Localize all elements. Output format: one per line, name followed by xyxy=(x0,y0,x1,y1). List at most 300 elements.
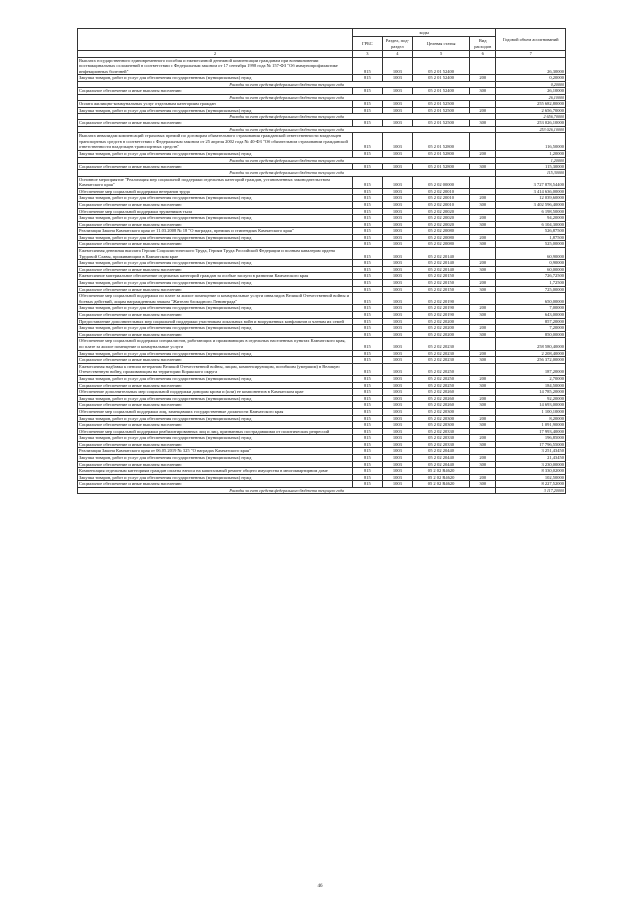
expense-type-code: 300 xyxy=(470,441,496,448)
target-article-code: 05 2 02 20250 xyxy=(413,363,470,375)
table-row xyxy=(78,312,566,319)
annual-amount: 3 251,43450 xyxy=(496,448,566,455)
header-cs: Целевая статья xyxy=(413,37,470,51)
expense-name: Закупка товаров, работ и услуг для обеспечения государственных (муниципальных) нужд xyxy=(78,75,353,82)
annual-amount: 850,00000 xyxy=(496,331,566,338)
grbs-code: 815 xyxy=(353,382,383,389)
expense-name: Обеспечение мер социальной поддержки специалистов, работающих и проживающих в отдельных населенных пунктах Камчатского края, по плате за жилое помещение и коммунальные услуги xyxy=(78,338,353,350)
grbs-code: 815 xyxy=(353,88,383,95)
table-row xyxy=(78,195,566,202)
table-row xyxy=(78,221,566,228)
expense-type-code: 300 xyxy=(470,481,496,488)
section-code: 1003 xyxy=(382,318,413,325)
target-article-code: 05 2 02 20230 xyxy=(413,350,470,357)
section-code: 1003 xyxy=(382,441,413,448)
section-code: 1003 xyxy=(382,273,413,280)
expense-name: Обеспечение мер социальной поддержки тружеников тыла xyxy=(78,208,353,215)
table-row xyxy=(78,75,566,82)
expense-name: Социальное обеспечение и иные выплаты населению xyxy=(78,461,353,468)
section-code: 1003 xyxy=(382,389,413,396)
target-article-code: 05 2 02 20190 xyxy=(413,293,470,305)
table-row xyxy=(78,382,566,389)
grbs-code: 815 xyxy=(353,57,383,75)
expense-name: Закупка товаров, работ и услуг для обеспечения государственных (муниципальных) нужд xyxy=(78,375,353,382)
expense-type-code xyxy=(470,273,496,280)
table-row xyxy=(78,408,566,415)
expense-name: Социальное обеспечение и иные выплаты населению xyxy=(78,441,353,448)
target-article-code: 05 2 01 52400 xyxy=(413,57,470,75)
table-row xyxy=(78,260,566,267)
funding-note-amount: 115,30000 xyxy=(496,170,566,176)
table-row xyxy=(78,455,566,462)
grbs-code: 815 xyxy=(353,248,383,260)
expense-name: Ежемесячное материальное обеспечение отдельных категорий граждан за особые заслуги в развитии Камчатского края xyxy=(78,273,353,280)
expense-type-code: 200 xyxy=(470,375,496,382)
expense-type-code xyxy=(470,318,496,325)
expense-type-code xyxy=(470,188,496,195)
section-code: 1003 xyxy=(382,75,413,82)
target-article-code: 05 2 02 20020 xyxy=(413,215,470,222)
expense-type-code xyxy=(470,248,496,260)
section-code: 1003 xyxy=(382,188,413,195)
section-code: 1003 xyxy=(382,428,413,435)
target-article-code: 05 2 02 20200 xyxy=(413,318,470,325)
expense-name: Обеспечение мер социальной поддержки лиц, замещавших государственные должности Камчатского края xyxy=(78,408,353,415)
target-article-code: 05 2 02 R4620 xyxy=(413,481,470,488)
grbs-code: 815 xyxy=(353,455,383,462)
target-article-code: 05 2 02 20190 xyxy=(413,312,470,319)
expense-type-code: 300 xyxy=(470,286,496,293)
expense-name: Основное мероприятие "Реализация мер социальной поддержки отдельных категорий граждан, установленных законодательством Камчатского края" xyxy=(78,176,353,188)
expense-type-code: 300 xyxy=(470,163,496,170)
table-row xyxy=(78,188,566,195)
target-article-code: 05 2 01 52500 xyxy=(413,120,470,127)
grbs-code: 815 xyxy=(353,293,383,305)
annual-amount: 2 208,40000 xyxy=(496,350,566,357)
table-row xyxy=(78,357,566,364)
annual-amount: 14 785,20000 xyxy=(496,389,566,396)
expense-type-code: 200 xyxy=(470,150,496,157)
expense-name: Обеспечение дополнительных мер социальной поддержки донорам крови и (или) ее компонентов в Камчатском крае xyxy=(78,389,353,396)
target-article-code: 05 2 02 20190 xyxy=(413,305,470,312)
expense-name: Социальное обеспечение и иные выплаты населению xyxy=(78,422,353,429)
target-article-code: 05 2 02 20330 xyxy=(413,435,470,442)
annual-amount: 526,87500 xyxy=(496,228,566,235)
grbs-code: 815 xyxy=(353,435,383,442)
annual-amount: 102,50000 xyxy=(496,474,566,481)
target-article-code: 05 2 02 20230 xyxy=(413,357,470,364)
expense-type-code: 200 xyxy=(470,350,496,357)
funding-note-row xyxy=(78,488,566,494)
expense-name: Социальное обеспечение и иные выплаты населению xyxy=(78,201,353,208)
expense-type-code: 300 xyxy=(470,120,496,127)
table-row xyxy=(78,305,566,312)
grbs-code: 815 xyxy=(353,120,383,127)
section-code: 1003 xyxy=(382,260,413,267)
expense-type-code xyxy=(470,57,496,75)
funding-note-text: Расходы за счет средств федерального бюджета текущего года xyxy=(78,114,496,120)
section-code: 1003 xyxy=(382,57,413,75)
header-index: 7 xyxy=(496,51,566,58)
target-article-code: 05 2 02 20080 xyxy=(413,234,470,241)
funding-note-amount: 0,20000 xyxy=(496,81,566,87)
table-row xyxy=(78,293,566,305)
expense-type-code: 300 xyxy=(470,201,496,208)
target-article-code: 05 2 02 20080 xyxy=(413,228,470,235)
target-article-code: 05 2 01 52400 xyxy=(413,75,470,82)
expense-name: Закупка товаров, работ и услуг для обеспечения государственных (муниципальных) нужд xyxy=(78,474,353,481)
grbs-code: 815 xyxy=(353,241,383,248)
expense-type-code: 300 xyxy=(470,422,496,429)
expense-name: Закупка товаров, работ и услуг для обеспечения государственных (муниципальных) нужд xyxy=(78,107,353,114)
annual-amount: 3 402 596,40000 xyxy=(496,201,566,208)
table-row xyxy=(78,402,566,409)
grbs-code: 815 xyxy=(353,331,383,338)
header-codes: коды xyxy=(353,29,496,37)
expense-name: Социальное обеспечение и иные выплаты населению xyxy=(78,312,353,319)
funding-note-amount: 26,10000 xyxy=(496,94,566,100)
target-article-code: 05 2 02 20150 xyxy=(413,273,470,280)
annual-amount: 857,20000 xyxy=(496,318,566,325)
table-row xyxy=(78,234,566,241)
section-code: 1003 xyxy=(382,382,413,389)
expense-type-code: 200 xyxy=(470,234,496,241)
target-article-code: 05 2 02 20440 xyxy=(413,461,470,468)
target-article-code: 05 2 02 20150 xyxy=(413,280,470,287)
funding-note-text: Расходы за счет средств федерального бюджета текущего года xyxy=(78,488,496,494)
expense-type-code: 200 xyxy=(470,455,496,462)
target-article-code: 05 2 02 20200 xyxy=(413,331,470,338)
header-vr: Вид расходов xyxy=(470,37,496,51)
expense-name: Выплата государственного единовременного пособия и ежемесячной денежной компенсации гражданам при возникновении поствакцинальных осложнений в соответствии с Федеральным законом от 17 сентября 1998 года № 157-ФЗ "Об иммунопрофилактике инфекционных болезней" xyxy=(78,57,353,75)
table-row xyxy=(78,248,566,260)
grbs-code: 815 xyxy=(353,305,383,312)
section-code: 1003 xyxy=(382,455,413,462)
expense-name: Социальное обеспечение и иные выплаты населению xyxy=(78,481,353,488)
target-article-code: 05 2 02 20330 xyxy=(413,441,470,448)
grbs-code: 815 xyxy=(353,208,383,215)
grbs-code: 815 xyxy=(353,133,383,151)
funding-note-text: Расходы за счет средств федерального бюджета текущего года xyxy=(78,170,496,176)
expense-name: Закупка товаров, работ и услуг для обеспечения государственных (муниципальных) нужд xyxy=(78,195,353,202)
target-article-code: 05 2 02 20230 xyxy=(413,338,470,350)
expense-name: Закупка товаров, работ и услуг для обеспечения государственных (муниципальных) нужд xyxy=(78,435,353,442)
grbs-code: 815 xyxy=(353,280,383,287)
annual-amount: 17 993,40000 xyxy=(496,428,566,435)
expense-type-code: 300 xyxy=(470,357,496,364)
annual-amount: 60,00000 xyxy=(496,266,566,273)
annual-amount: 115,30000 xyxy=(496,163,566,170)
table-row xyxy=(78,273,566,280)
target-article-code: 05 2 02 20200 xyxy=(413,325,470,332)
annual-amount: 525,00000 xyxy=(496,241,566,248)
expense-name: Социальное обеспечение и иные выплаты населению xyxy=(78,286,353,293)
section-code: 1003 xyxy=(382,88,413,95)
grbs-code: 815 xyxy=(353,408,383,415)
expense-type-code xyxy=(470,176,496,188)
target-article-code: 05 2 02 20140 xyxy=(413,266,470,273)
grbs-code: 815 xyxy=(353,312,383,319)
expense-name: Компенсация отдельным категориям граждан оплаты взноса на капитальный ремонт общего имущества в многоквартирном доме xyxy=(78,468,353,475)
annual-amount: 7,20000 xyxy=(496,325,566,332)
annual-amount: 1 100,10000 xyxy=(496,408,566,415)
grbs-code: 815 xyxy=(353,395,383,402)
expense-name: Социальное обеспечение и иные выплаты населению xyxy=(78,221,353,228)
grbs-code: 815 xyxy=(353,201,383,208)
target-article-code: 05 2 02 20010 xyxy=(413,188,470,195)
table-row xyxy=(78,280,566,287)
grbs-code: 815 xyxy=(353,448,383,455)
section-code: 1003 xyxy=(382,133,413,151)
annual-amount: 26,10000 xyxy=(496,88,566,95)
expense-name: Социальное обеспечение и иные выплаты населению xyxy=(78,402,353,409)
expense-type-code xyxy=(470,293,496,305)
table-row xyxy=(78,241,566,248)
section-code: 1003 xyxy=(382,408,413,415)
section-code: 1003 xyxy=(382,215,413,222)
expense-type-code xyxy=(470,100,496,107)
grbs-code: 815 xyxy=(353,215,383,222)
expense-name: Закупка товаров, работ и услуг для обеспечения государственных (муниципальных) нужд xyxy=(78,350,353,357)
expense-type-code: 300 xyxy=(470,88,496,95)
grbs-code: 815 xyxy=(353,107,383,114)
table-row xyxy=(78,415,566,422)
expense-name: Закупка товаров, работ и услуг для обеспечения государственных (муниципальных) нужд xyxy=(78,234,353,241)
table-row xyxy=(78,208,566,215)
annual-amount: 0,90000 xyxy=(496,260,566,267)
annual-amount: 643,00000 xyxy=(496,312,566,319)
target-article-code: 05 2 02 20010 xyxy=(413,195,470,202)
annual-amount: 8 227,52000 xyxy=(496,481,566,488)
expense-type-code xyxy=(470,468,496,475)
expense-name: Обеспечение мер социальной поддержки ветеранов труда xyxy=(78,188,353,195)
funding-note-text: Расходы за счет средств федерального бюджета текущего года xyxy=(78,157,496,163)
grbs-code: 815 xyxy=(353,422,383,429)
grbs-code: 815 xyxy=(353,195,383,202)
section-code: 1003 xyxy=(382,280,413,287)
grbs-code: 815 xyxy=(353,150,383,157)
header-rz: Раздел, под-раздел xyxy=(382,37,413,51)
section-code: 1003 xyxy=(382,357,413,364)
section-code: 1003 xyxy=(382,435,413,442)
annual-amount: 256 372,00000 xyxy=(496,357,566,364)
section-code: 1003 xyxy=(382,266,413,273)
table-row xyxy=(78,468,566,475)
section-code: 1003 xyxy=(382,150,413,157)
expense-type-code: 200 xyxy=(470,195,496,202)
expense-type-code xyxy=(470,133,496,151)
annual-amount: 3 727 878,54400 xyxy=(496,176,566,188)
target-article-code: 05 2 02 20250 xyxy=(413,382,470,389)
annual-amount: 94,20000 xyxy=(496,215,566,222)
expense-name: Оплата жилищно-коммунальных услуг отдельным категориям граждан xyxy=(78,100,353,107)
annual-amount: 196,85000 xyxy=(496,435,566,442)
expense-type-code: 200 xyxy=(470,107,496,114)
grbs-code: 815 xyxy=(353,415,383,422)
grbs-code: 815 xyxy=(353,100,383,107)
grbs-code: 815 xyxy=(353,428,383,435)
grbs-code: 815 xyxy=(353,338,383,350)
grbs-code: 815 xyxy=(353,176,383,188)
table-row xyxy=(78,228,566,235)
expense-type-code: 200 xyxy=(470,305,496,312)
expense-type-code xyxy=(470,448,496,455)
table-row xyxy=(78,150,566,157)
table-row xyxy=(78,375,566,382)
header-sum: Годовой объем ассигнований xyxy=(496,29,566,51)
annual-amount: 60,90000 xyxy=(496,248,566,260)
section-code: 1003 xyxy=(382,312,413,319)
header-grbs: ГРБС xyxy=(353,37,383,51)
expense-type-code: 200 xyxy=(470,280,496,287)
target-article-code: 05 2 02 20330 xyxy=(413,428,470,435)
grbs-code: 815 xyxy=(353,357,383,364)
expense-type-code: 300 xyxy=(470,402,496,409)
section-code: 1003 xyxy=(382,163,413,170)
section-code: 1003 xyxy=(382,234,413,241)
table-row xyxy=(78,331,566,338)
expense-name: Социальное обеспечение и иные выплаты населению xyxy=(78,120,353,127)
expense-name: Закупка товаров, работ и услуг для обеспечения государственных (муниципальных) нужд xyxy=(78,305,353,312)
expense-name: Выплата инвалидам компенсаций страховых премий по договорам обязательного страхования гражданской ответственности владельцев транспортных средств в соответствии с Федеральным законом от 25 апреля 2002 года № 40-ФЗ "Об обязательном страховании гражданской ответственности владельцев транспортных средств" xyxy=(78,133,353,151)
funding-note-text: Расходы за счет средств федерального бюджета текущего года xyxy=(78,126,496,132)
annual-amount: 258 580,40000 xyxy=(496,338,566,350)
target-article-code: 05 2 02 20140 xyxy=(413,260,470,267)
expense-type-code: 300 xyxy=(470,331,496,338)
grbs-code: 815 xyxy=(353,461,383,468)
annual-amount: 1 091,90000 xyxy=(496,422,566,429)
section-code: 1003 xyxy=(382,331,413,338)
target-article-code: 05 2 02 20140 xyxy=(413,248,470,260)
table-body xyxy=(78,57,566,494)
annual-amount: 650,00000 xyxy=(496,293,566,305)
annual-amount: 187,20000 xyxy=(496,363,566,375)
expense-name: Социальное обеспечение и иные выплаты населению xyxy=(78,382,353,389)
expense-name: Ежемесячная денежная выплата Героям Социалистического Труда, Героям Труда Российской Федерации и полным кавалерам ордена Трудовой Славы, проживающим в Камчатском крае xyxy=(78,248,353,260)
grbs-code: 815 xyxy=(353,163,383,170)
expense-name: Закупка товаров, работ и услуг для обеспечения государственных (муниципальных) нужд xyxy=(78,215,353,222)
expense-name: Социальное обеспечение и иные выплаты населению xyxy=(78,88,353,95)
section-code: 1003 xyxy=(382,481,413,488)
section-code: 1003 xyxy=(382,293,413,305)
target-article-code: 05 2 02 20300 xyxy=(413,415,470,422)
header-index: 4 xyxy=(382,51,413,58)
expense-type-code: 300 xyxy=(470,221,496,228)
table-row xyxy=(78,286,566,293)
expense-name: Закупка товаров, работ и услуг для обеспечения государственных (муниципальных) нужд xyxy=(78,415,353,422)
target-article-code: 05 2 02 20080 xyxy=(413,241,470,248)
section-code: 1003 xyxy=(382,286,413,293)
target-article-code: 05 2 02 20300 xyxy=(413,422,470,429)
target-article-code: 05 2 02 20010 xyxy=(413,201,470,208)
budget-table xyxy=(77,28,566,494)
table-row xyxy=(78,107,566,114)
target-article-code: 05 2 01 52400 xyxy=(413,88,470,95)
target-article-code: 05 2 02 R4620 xyxy=(413,474,470,481)
annual-amount: 1,87500 xyxy=(496,234,566,241)
target-article-code: 05 2 01 52800 xyxy=(413,163,470,170)
target-article-code: 05 2 02 R4620 xyxy=(413,468,470,475)
table-row xyxy=(78,266,566,273)
header-index: 5 xyxy=(413,51,470,58)
grbs-code: 815 xyxy=(353,228,383,235)
annual-amount: 2 656,70000 xyxy=(496,107,566,114)
target-article-code: 05 2 02 20250 xyxy=(413,375,470,382)
expense-type-code xyxy=(470,338,496,350)
annual-amount: 7,00000 xyxy=(496,305,566,312)
grbs-code: 815 xyxy=(353,481,383,488)
section-code: 1003 xyxy=(382,461,413,468)
grbs-code: 815 xyxy=(353,221,383,228)
grbs-code: 815 xyxy=(353,350,383,357)
table-row xyxy=(78,163,566,170)
annual-amount: 725,00000 xyxy=(496,286,566,293)
annual-amount: 12 039,60000 xyxy=(496,195,566,202)
section-code: 1003 xyxy=(382,176,413,188)
header-index: 6 xyxy=(470,51,496,58)
grbs-code: 815 xyxy=(353,325,383,332)
table-row xyxy=(78,215,566,222)
funding-note-amount: 253 026,10000 xyxy=(496,126,566,132)
expense-type-code xyxy=(470,408,496,415)
expense-type-code: 300 xyxy=(470,266,496,273)
grbs-code: 815 xyxy=(353,188,383,195)
expense-name: Реализация Закона Камчатского края от 11.03.2008 № 18 "О наградах, премиях и стипендиях Камчатского края" xyxy=(78,228,353,235)
expense-name: Социальное обеспечение и иные выплаты населению xyxy=(78,241,353,248)
target-article-code: 05 2 02 20260 xyxy=(413,395,470,402)
expense-type-code: 200 xyxy=(470,474,496,481)
section-code: 1003 xyxy=(382,325,413,332)
expense-name: Обеспечение мер социальной поддержки по плате за жилое помещение и коммунальные услуги инвалидов Великой Отечественной войны и боевых действий, лицам награжденным знаком "Жителю блокадного Ленинграда" xyxy=(78,293,353,305)
table-row xyxy=(78,338,566,350)
grbs-code: 815 xyxy=(353,286,383,293)
funding-note-text: Расходы за счет средств федерального бюджета текущего года xyxy=(78,81,496,87)
annual-amount: 6 104,30000 xyxy=(496,221,566,228)
table-row xyxy=(78,441,566,448)
table-row xyxy=(78,325,566,332)
section-code: 1003 xyxy=(382,221,413,228)
budget-table-sheet xyxy=(77,28,566,494)
funding-note-text: Расходы за счет средств федерального бюджета текущего года xyxy=(78,94,496,100)
section-code: 1003 xyxy=(382,375,413,382)
table-row xyxy=(78,350,566,357)
expense-type-code: 200 xyxy=(470,215,496,222)
table-row xyxy=(78,100,566,107)
grbs-code: 815 xyxy=(353,474,383,481)
expense-name: Социальное обеспечение и иные выплаты населению xyxy=(78,163,353,170)
expense-type-code xyxy=(470,228,496,235)
table-header xyxy=(78,29,566,58)
expense-type-code xyxy=(470,208,496,215)
annual-amount: 3 230,00000 xyxy=(496,461,566,468)
annual-amount: 26,30000 xyxy=(496,57,566,75)
section-code: 1003 xyxy=(382,201,413,208)
expense-name: Социальное обеспечение и иные выплаты населению xyxy=(78,266,353,273)
expense-type-code xyxy=(470,389,496,396)
expense-type-code: 300 xyxy=(470,382,496,389)
table-row xyxy=(78,474,566,481)
table-row xyxy=(78,88,566,95)
annual-amount: 0,20000 xyxy=(496,75,566,82)
annual-amount: 8 330,02000 xyxy=(496,468,566,475)
expense-type-code: 300 xyxy=(470,241,496,248)
expense-name: Социальное обеспечение и иные выплаты населению xyxy=(78,331,353,338)
section-code: 1003 xyxy=(382,395,413,402)
target-article-code: 05 2 02 20020 xyxy=(413,221,470,228)
target-article-code: 05 2 02 00000 xyxy=(413,176,470,188)
section-code: 1003 xyxy=(382,248,413,260)
section-code: 1003 xyxy=(382,241,413,248)
